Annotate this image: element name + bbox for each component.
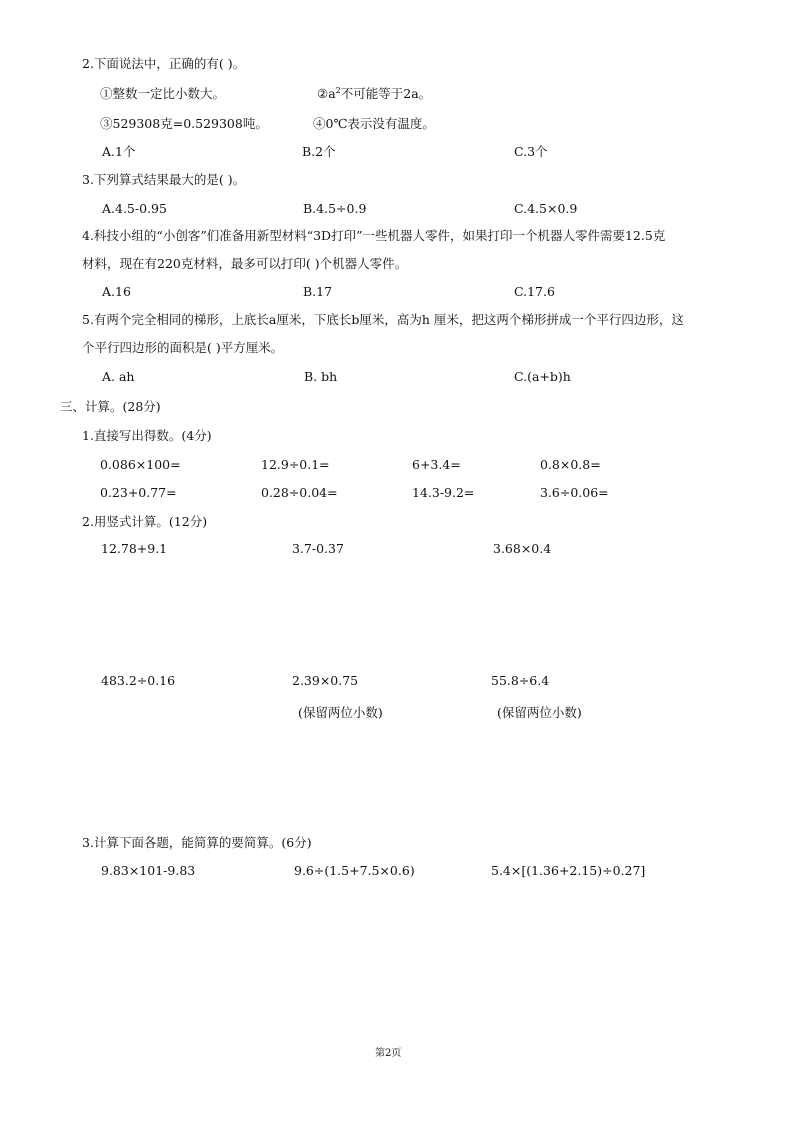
q5-option-c: C.(a+b)h <box>514 369 571 384</box>
rounding-note: (保留两位小数) <box>298 705 383 720</box>
oral-calc-item: 0.28÷0.04= <box>261 485 338 500</box>
q2-statement-2-pre: ②a <box>317 86 336 101</box>
q2-stem: 2.下面说法中，正确的有( )。 <box>82 56 246 71</box>
q2-option-b: B.2个 <box>302 144 336 159</box>
q4-stem-line-2: 材料，现在有220克材料，最多可以打印( )个机器人零件。 <box>82 256 408 271</box>
q3-stem: 3.下列算式结果最大的是( )。 <box>82 172 246 187</box>
q2-statement-1: ①整数一定比小数大。 <box>100 86 226 101</box>
q5-option-b: B. bh <box>304 369 338 384</box>
oral-calc-item: 3.6÷0.06= <box>540 485 609 500</box>
q4-stem-line-1: 4.科技小组的“小创客”们准备用新型材料“3D打印”一些机器人零件，如果打印一个机器人零件需要12.5克 <box>82 228 666 243</box>
section-3-title: 三、计算。(28分) <box>60 399 161 414</box>
rounding-note: (保留两位小数) <box>497 705 582 720</box>
q2-statement-3: ③529308克=0.529308吨。 <box>100 116 268 131</box>
part-3-title: 3.计算下面各题，能简算的要简算。(6分) <box>82 835 312 850</box>
q4-option-c: C.17.6 <box>514 284 555 299</box>
simplify-calc-item: 5.4×[(1.36+2.15)÷0.27] <box>491 863 646 878</box>
vertical-calc-item: 483.2÷0.16 <box>101 673 176 688</box>
q2-statement-2-post: 不可能等于2a。 <box>340 86 432 101</box>
vertical-calc-item: 55.8÷6.4 <box>491 673 550 688</box>
q3-option-b: B.4.5÷0.9 <box>303 201 367 216</box>
oral-calc-item: 0.8×0.8= <box>540 457 601 472</box>
oral-calc-item: 14.3-9.2= <box>412 485 475 500</box>
q2-statement-2-sup: 2 <box>335 85 341 95</box>
vertical-calc-item: 2.39×0.75 <box>292 673 359 688</box>
vertical-calc-item: 3.68×0.4 <box>493 541 552 556</box>
vertical-calc-item: 12.78+9.1 <box>101 541 168 556</box>
q5-option-a: A. ah <box>102 369 135 384</box>
q3-option-c: C.4.5×0.9 <box>514 201 578 216</box>
vertical-calc-item: 3.7-0.37 <box>292 541 344 556</box>
q2-option-a: A.1个 <box>102 144 136 159</box>
simplify-calc-item: 9.6÷(1.5+7.5×0.6) <box>294 863 415 878</box>
q2-option-c: C.3个 <box>514 144 548 159</box>
q5-stem-line-1: 5.有两个完全相同的梯形，上底长a厘米，下底长b厘米，高为h 厘米，把这两个梯形拼成一个平行四边形，这 <box>82 312 684 327</box>
q4-option-b: B.17 <box>303 284 333 299</box>
simplify-calc-item: 9.83×101-9.83 <box>101 863 196 878</box>
part-1-title: 1.直接写出得数。(4分) <box>82 428 212 443</box>
oral-calc-item: 12.9÷0.1= <box>261 457 330 472</box>
oral-calc-item: 0.23+0.77= <box>100 485 177 500</box>
page-number: 第2页 <box>375 1048 402 1059</box>
q2-statement-2 <box>317 86 431 102</box>
oral-calc-item: 0.086×100= <box>100 457 181 472</box>
q2-statement-4: ④0℃表示没有温度。 <box>313 116 435 131</box>
q3-option-a: A.4.5-0.95 <box>102 201 167 216</box>
oral-calc-item: 6+3.4= <box>412 457 461 472</box>
q4-option-a: A.16 <box>102 284 131 299</box>
q5-stem-line-2: 个平行四边形的面积是( )平方厘米。 <box>82 340 284 355</box>
part-2-title: 2.用竖式计算。(12分) <box>82 514 208 529</box>
